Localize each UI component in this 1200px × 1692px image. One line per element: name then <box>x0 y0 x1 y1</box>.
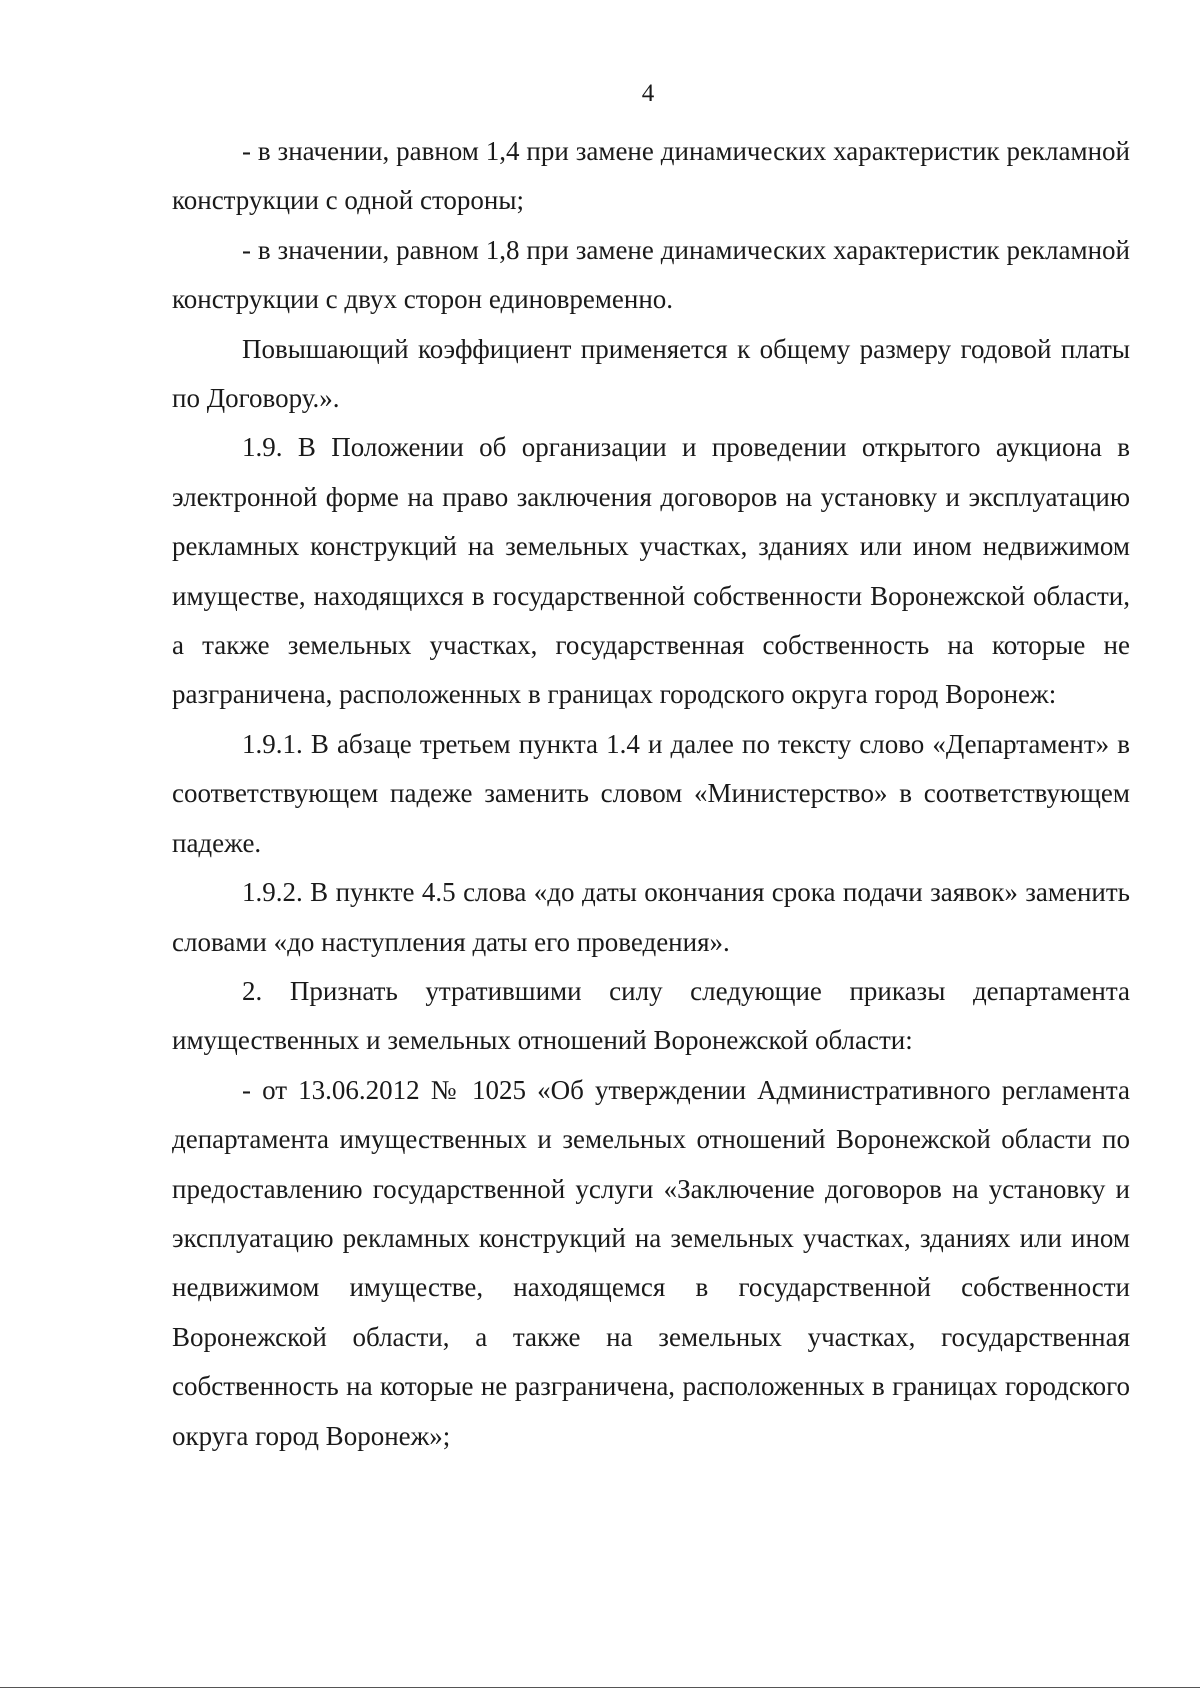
paragraph-2: 2. Признать утратившими силу следующие приказы департамента имущественных и земельных отношений Воронежской области: <box>172 975 1130 1056</box>
document-body <box>172 127 1130 1461</box>
paragraph-1-9-1: 1.9.1. В абзаце третьем пункта 1.4 и далее по тексту слово «Департамент» в соответствующем падеже заменить словом «Министерство» в соответствующем падеже. <box>172 728 1130 858</box>
page-bottom-divider <box>0 1687 1200 1688</box>
paragraph-1-9-2: 1.9.2. В пункте 4.5 слова «до даты окончания срока подачи заявок» заменить словами «до наступления даты его проведения». <box>172 877 1130 957</box>
paragraph-coefficient-1-8: - в значении, равном 1,8 при замене динамических характеристик рекламной конструкции с двух сторон единовременно. <box>172 234 1130 315</box>
paragraph-1-9: 1.9. В Положении об организации и проведении открытого аукциона в электронной форме на право заключения договоров на установку и эксплуатацию рекламных конструкций на земельных участках, зданиях или ином недвижимом имуществе, находящихся в государственной собственности Воронежской области, а также земельных участках, государственная собственность на которые не разграничена, расположенных в границах городского округа город Воронеж: <box>172 432 1130 710</box>
page-number: 4 <box>641 80 655 107</box>
paragraph-order-1025: - от 13.06.2012 № 1025 «Об утверждении Административного регламента департамента имущественных и земельных отношений Воронежской области по предоставлению государственной услуги «Заключение договоров на установку и эксплуатацию рекламных конструкций на земельных участках, зданиях или ином недвижимом имуществе, находящемся в государственной собственности Воронежской области, а также на земельных участках, государственная собственность на которые не разграничена, расположенных в границах городского округа город Воронеж»; <box>172 1074 1130 1451</box>
paragraph-coefficient-1-4: - в значении, равном 1,4 при замене динамических характеристик рекламной конструкции с одной стороны; <box>172 136 1130 216</box>
paragraph-increasing-coefficient: Повышающий коэффициент применяется к общему размеру годовой платы по Договору.». <box>172 333 1130 414</box>
